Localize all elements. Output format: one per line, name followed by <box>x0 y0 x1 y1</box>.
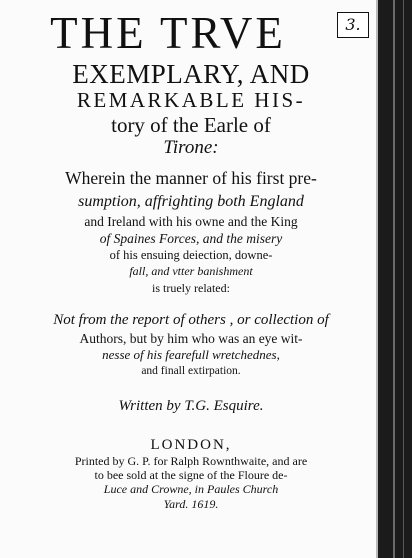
description-line-6: fall, and vtter banishment <box>129 264 253 278</box>
source-line-4: and finall extirpation. <box>141 365 241 377</box>
title-line-3: REMARKABLE HIS- <box>76 88 306 112</box>
description-line-3: and Ireland with his owne and the King <box>84 214 298 229</box>
title-line-5: Tirone: <box>163 137 219 158</box>
description-line-1: Wherein the manner of his first pre- <box>65 168 317 188</box>
source-line-3: nesse of his fearefull wretchednes, <box>102 347 280 362</box>
description-line-4: of Spaines Forces, and the misery <box>99 231 283 246</box>
imprint-line-4: Luce and Crowne, in Paules Church <box>103 482 279 496</box>
imprint-line-2: Printed by G. P. for Ralph Rownthwaite, and are <box>74 454 308 468</box>
description-line-5: of his ensuing deiection, downe- <box>109 248 273 262</box>
binding-crease <box>393 0 395 558</box>
source-line-1: Not from the report of others , or collection of <box>53 312 329 328</box>
binding-edge <box>378 0 412 558</box>
description-line-2: sumption, affrighting both England <box>78 193 304 210</box>
author-line: Written by T.G. Esquire. <box>118 398 264 414</box>
imprint-place: LONDON, <box>150 437 232 453</box>
folio-number: 3. <box>337 12 369 38</box>
binding-crease-outer <box>403 0 404 558</box>
title-line-4: tory of the Earle of <box>111 113 271 137</box>
description-line-7: is truely related: <box>152 281 230 295</box>
source-line-2: Authors, but by him who was an eye wit- <box>79 331 303 346</box>
title-line-1: THE TRVE <box>50 8 286 58</box>
title-line-2: EXEMPLARY, AND <box>72 59 310 89</box>
imprint-date: Yard. 1619. <box>163 497 219 511</box>
imprint-line-3: to bee sold at the signe of the Floure de- <box>94 468 288 482</box>
